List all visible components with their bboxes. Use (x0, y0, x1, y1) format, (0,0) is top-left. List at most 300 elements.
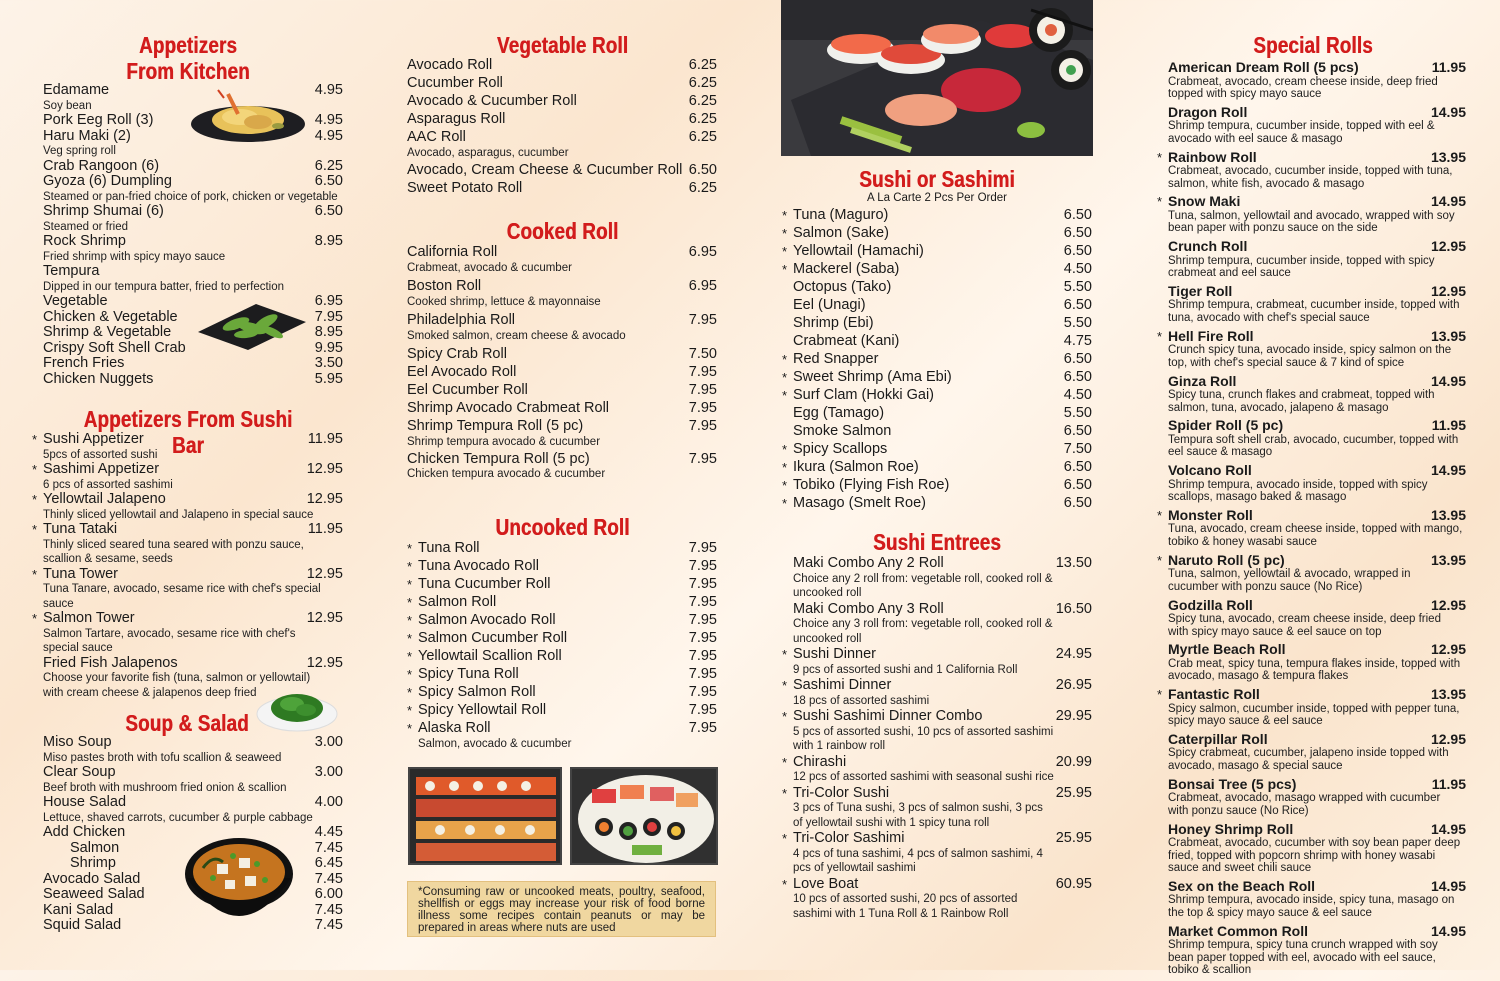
item-name: Tobiko (Flying Fish Roe) (793, 477, 950, 493)
raw-item-star-icon: * (32, 611, 38, 626)
item-price: 8.95 (314, 324, 343, 340)
menu-item (407, 313, 717, 343)
item-description: Choice any 3 roll from: vegetable roll, cooked roll & uncooked roll (793, 618, 1053, 645)
item-description: Spicy crabmeat, cucumber, jalapeno inside topped with avocado, masago & special sauce (1168, 747, 1449, 772)
menu-item (782, 495, 1092, 512)
item-description: 6 pcs of assorted sashimi (43, 478, 173, 491)
item-price: 7.95 (688, 450, 717, 467)
menu-item (782, 441, 1092, 458)
menu-item (407, 181, 717, 197)
item-price: 7.95 (688, 558, 717, 574)
item-description: Spicy tuna, avocado, cream cheese inside, deep fried with spicy mayo sauce & eel sauce on top (1168, 613, 1441, 638)
raw-item-star-icon: * (782, 754, 788, 770)
menu-item (793, 280, 1092, 296)
item-name: Shrimp Shumai (6) (43, 203, 164, 219)
item-name: Octopus (Tako) (793, 279, 892, 295)
item-name: Crab Rangoon (6) (43, 157, 160, 174)
vegetable-roll-list (407, 58, 717, 199)
raw-item-star-icon: * (782, 370, 788, 385)
menu-item (1157, 193, 1466, 235)
item-name: Squid Salad (43, 917, 122, 933)
item-price: 11.95 (1431, 417, 1466, 434)
item-name: Shrimp Tempura Roll (5 pc) (407, 418, 584, 434)
menu-item (43, 204, 343, 234)
item-name: Shrimp (70, 855, 116, 871)
menu-item (1157, 327, 1466, 370)
raw-item-star-icon: * (782, 460, 788, 475)
item-description: Spicy tuna, crunch flakes and crabmeat, topped with salmon, tuna, avocado, jalapeno & masago (1168, 389, 1435, 414)
item-name: Salmon Tower (43, 610, 135, 626)
vegetable-roll-title: Vegetable Roll (496, 32, 629, 58)
item-description: Salmon, avocado & cucumber (418, 737, 572, 750)
item-name: Spicy Tuna Roll (418, 666, 519, 682)
item-name: Volcano Roll (1168, 462, 1252, 479)
raw-item-star-icon: * (407, 613, 413, 628)
menu-item (793, 406, 1092, 422)
item-price: 20.99 (1055, 753, 1092, 770)
item-price: 6.50 (1063, 423, 1092, 439)
item-name: Mackerel (Saba) (793, 261, 900, 277)
item-description: Thinly sliced yellowtail and Jalapeno in special sauce (43, 508, 314, 521)
item-name: Edamame (43, 82, 110, 98)
menu-item (1157, 551, 1466, 594)
menu-item (1157, 148, 1466, 191)
sushi-entrees-title: Sushi Entrees (873, 529, 1001, 555)
item-price: 6.50 (1063, 477, 1092, 493)
item-name: Sweet Shrimp (Ama Ebi) (793, 369, 952, 385)
item-name: Tuna (Maguro) (793, 207, 889, 223)
item-name: Salmon (70, 839, 120, 856)
item-name: Alaska Roll (418, 720, 491, 736)
item-description: Veg spring roll (43, 145, 116, 157)
item-price: 6.50 (314, 173, 343, 189)
item-name: Rock Shrimp (43, 233, 126, 249)
item-name: Spicy Salmon Roll (418, 684, 536, 700)
item-price: 24.95 (1055, 646, 1092, 662)
item-name: Crunch Roll (1168, 238, 1248, 255)
item-price: 7.95 (688, 576, 717, 592)
sushi-sashimi-list (782, 207, 1092, 514)
raw-item-star-icon: * (32, 522, 38, 537)
item-description: 3 pcs of Tuna sushi, 3 pcs of salmon sushi, 3 pcs of yellowtail sushi with 1 spicy tuna roll (793, 802, 1043, 829)
item-name: Shrimp & Vegetable (43, 324, 172, 340)
item-price: 4.45 (314, 824, 343, 840)
menu-item (407, 419, 717, 449)
item-price: 6.50 (1063, 351, 1092, 367)
item-name: Hell Fire Roll (1168, 327, 1254, 344)
item-price: 7.95 (688, 666, 717, 682)
raw-item-star-icon: * (782, 876, 788, 892)
menu-item (43, 264, 343, 294)
item-description: Soy bean (43, 99, 92, 112)
menu-item (43, 735, 343, 765)
menu-item (407, 347, 717, 363)
item-name: Spicy Yellowtail Roll (418, 702, 547, 718)
menu-item (782, 784, 1092, 831)
item-name: Yellowtail Jalapeno (43, 491, 166, 507)
item-price: 4.50 (1063, 261, 1092, 277)
item-name: Chicken & Vegetable (43, 308, 178, 325)
item-price: 7.95 (688, 400, 717, 416)
item-price: 5.95 (314, 370, 343, 387)
item-name: Smoke Salmon (793, 423, 892, 439)
item-price: 7.95 (688, 418, 717, 434)
item-name: Sashimi Appetizer (43, 461, 160, 477)
menu-item (32, 565, 343, 612)
appetizers-sushi-bar-title: Appetizers From Sushi Bar (83, 406, 293, 458)
item-price: 12.95 (1430, 596, 1466, 613)
raw-item-star-icon: * (1157, 507, 1163, 523)
item-name: Eel Avocado Roll (407, 364, 517, 380)
menu-item (43, 83, 343, 113)
item-price: 6.50 (1063, 207, 1092, 223)
menu-item (407, 576, 717, 593)
special-rolls-list (1157, 59, 1466, 981)
menu-item (43, 113, 343, 129)
menu-item (407, 112, 717, 128)
menu-item (1168, 924, 1466, 977)
menu-item (32, 491, 343, 522)
item-name: Salmon (Sake) (793, 225, 889, 241)
item-name: House Salad (43, 794, 127, 810)
raw-item-star-icon: * (407, 721, 413, 736)
item-description: Choose your favorite fish (tuna, salmon or yellowtail) with cream cheese & jalapenos deep fried (43, 672, 311, 699)
menu-item (407, 365, 717, 381)
item-name: Kani Salad (43, 901, 114, 918)
sushi-rolls-photo-1 (408, 767, 562, 865)
item-price: 4.50 (1063, 387, 1092, 403)
item-price: 26.95 (1055, 677, 1092, 693)
item-description: Avocado, asparagus, cucumber (407, 146, 569, 159)
item-price: 14.95 (1430, 462, 1466, 479)
item-name: Rainbow Roll (1168, 148, 1257, 165)
item-price: 7.45 (314, 839, 343, 856)
raw-item-star-icon: * (782, 478, 788, 493)
raw-item-star-icon: * (1157, 687, 1163, 703)
raw-item-star-icon: * (782, 208, 788, 223)
raw-item-star-icon: * (407, 559, 413, 574)
item-name: Shrimp Avocado Crabmeat Roll (407, 400, 610, 416)
item-name: Crabmeat (Kani) (793, 333, 900, 349)
item-price: 12.95 (306, 491, 343, 507)
menu-item (782, 753, 1092, 785)
item-name: Avocado Salad (43, 870, 141, 887)
item-description: Cooked shrimp, lettuce & mayonnaise (407, 295, 601, 308)
menu-item (782, 369, 1092, 386)
item-description: 4 pcs of tuna sashimi, 4 pcs of salmon sashimi, 4 pcs of yellowtail sashimi (793, 847, 1043, 874)
item-name: Philadelphia Roll (407, 312, 516, 328)
appetizers-sushi-bar-list (32, 431, 343, 700)
item-name: California Roll (407, 244, 498, 260)
item-description: 5 pcs of assorted sushi, 10 pcs of assorted sashimi with 1 rainbow roll (793, 725, 1054, 752)
menu-item (407, 245, 717, 275)
uncooked-roll-list (407, 540, 717, 754)
item-price: 6.45 (314, 855, 343, 871)
item-price: 29.95 (1055, 708, 1092, 724)
raw-item-star-icon: * (32, 432, 38, 447)
menu-item (407, 540, 717, 557)
menu-item (32, 610, 343, 656)
item-description: Dipped in our tempura batter, fried to perfection (43, 280, 285, 293)
item-name: Godzilla Roll (1168, 596, 1253, 613)
item-price: 6.95 (688, 278, 717, 294)
menu-item (407, 702, 717, 719)
item-description: Crunch spicy tuna, avocado inside, spicy salmon on the top, with chef's special sauce & 7 kind of spice (1168, 344, 1452, 369)
item-price: 7.95 (688, 382, 717, 398)
menu-item (407, 279, 717, 309)
menu-item (793, 424, 1092, 440)
menu-item (32, 461, 343, 492)
item-description: Spicy salmon, cucumber inside, topped with pepper tuna, spicy mayo sauce & eel sauce (1168, 702, 1460, 728)
menu-item (407, 648, 717, 665)
menu-item (793, 298, 1092, 314)
raw-item-star-icon: * (782, 388, 788, 403)
menu-item (43, 234, 343, 264)
item-name: Bonsai Tree (5 pcs) (1168, 775, 1297, 792)
item-name: Fantastic Roll (1168, 686, 1260, 703)
item-name: Haru Maki (2) (43, 127, 131, 144)
item-name: Avocado Roll (407, 57, 493, 73)
item-description: Shrimp tempura avocado & cucumber (407, 435, 601, 448)
item-name: Yellowtail Scallion Roll (418, 648, 562, 664)
menu-item (407, 76, 717, 92)
item-name: Sashimi Dinner (793, 677, 892, 693)
menu-item (782, 351, 1092, 368)
item-description: Shrimp tempura, spicy tuna crunch wrapped with soy bean paper topped with eel, avocado with eel sauce, tobiko & scallion (1168, 939, 1438, 977)
item-description: Steamed or fried (43, 220, 129, 233)
item-description: Smoked salmon, cream cheese & avocado (407, 329, 626, 342)
item-description: Steamed or pan-fried choice of pork, chicken or vegetable (43, 190, 338, 203)
menu-item (782, 261, 1092, 278)
item-price: 6.25 (688, 129, 717, 145)
item-price: 7.95 (688, 684, 717, 700)
item-price: 7.95 (688, 630, 717, 646)
menu-item (407, 401, 717, 417)
item-price: 5.50 (1063, 279, 1092, 295)
item-name: Tempura (43, 263, 100, 279)
raw-item-star-icon: * (32, 462, 38, 477)
item-description: Crab meat, spicy tuna, tempura flakes inside, topped with avocado, masago & tempura flakes (1168, 657, 1461, 683)
menu-item (782, 387, 1092, 404)
raw-item-star-icon: * (782, 244, 788, 259)
appetizers-kitchen-title: Appetizers From Kitchen (126, 32, 250, 84)
menu-item (1157, 506, 1466, 549)
menu-item (782, 207, 1092, 224)
item-price: 13.95 (1430, 506, 1466, 523)
menu-item (782, 243, 1092, 260)
item-name: Tuna Cucumber Roll (418, 576, 551, 592)
menu-item (782, 646, 1092, 677)
item-price: 7.95 (688, 720, 717, 736)
item-name: Tuna Tower (43, 565, 118, 582)
item-description: Crabmeat, avocado, cucumber inside, topped with tuna, salmon, white fish, avocado & masago (1168, 165, 1453, 190)
item-name: Fried Fish Jalapenos (43, 654, 178, 671)
item-name: American Dream Roll (5 pcs) (1168, 59, 1359, 75)
item-name: Maki Combo Any 2 Roll (793, 555, 944, 571)
raw-item-star-icon: * (407, 649, 413, 664)
menu-item (793, 334, 1092, 350)
item-name: AAC Roll (407, 129, 466, 145)
item-description: Fried shrimp with spicy mayo sauce (43, 250, 226, 263)
menu-item (1168, 374, 1466, 415)
item-price: 6.50 (1063, 369, 1092, 385)
item-name: Chirashi (793, 753, 847, 770)
sushi-rolls-photo-2 (570, 767, 718, 865)
menu-item (407, 452, 717, 482)
item-name: Asparagus Roll (407, 111, 506, 127)
item-price: 7.50 (688, 346, 717, 362)
item-name: Sweet Potato Roll (407, 179, 523, 196)
item-price: 7.45 (314, 917, 343, 933)
raw-item-star-icon: * (782, 442, 788, 457)
item-price: 12.95 (306, 654, 343, 671)
item-description: Tempura soft shell crab, avocado, cucumber, topped with eel sauce & masago (1168, 433, 1459, 459)
item-price: 13.95 (1430, 551, 1466, 568)
menu-item (782, 677, 1092, 708)
menu-item (407, 666, 717, 683)
item-price: 4.95 (314, 112, 343, 128)
raw-item-star-icon: * (782, 262, 788, 277)
item-price: 6.50 (1063, 297, 1092, 313)
menu-item (793, 602, 1092, 647)
item-price: 13.95 (1430, 327, 1466, 344)
item-description: Shrimp tempura, cucumber inside, topped with spicy crabmeat and eel sauce (1168, 254, 1435, 280)
item-description: 10 pcs of assorted sushi, 20 pcs of assorted sashimi with 1 Tuna Roll & 1 Rainbow Roll (793, 893, 1018, 920)
item-price: 6.95 (688, 244, 717, 260)
menu-item (1168, 418, 1466, 459)
item-name: Yellowtail (Hamachi) (793, 243, 924, 259)
menu-item (782, 708, 1092, 754)
item-description: Chicken tempura avocado & cucumber (407, 468, 606, 480)
item-price: 12.95 (1430, 282, 1466, 299)
item-name: Honey Shrimp Roll (1168, 820, 1294, 837)
item-name: Dragon Roll (1168, 103, 1248, 120)
item-price: 14.95 (1430, 193, 1466, 210)
item-description: Tuna, avocado, cream cheese inside, topped with mango, tobiko & honey wasabi sauce (1168, 523, 1463, 548)
item-price: 6.50 (1063, 225, 1092, 241)
item-name: Avocado, Cream Cheese & Cucumber Roll (407, 161, 683, 178)
item-price: 7.95 (688, 648, 717, 664)
raw-item-star-icon: * (1157, 149, 1163, 165)
raw-item-star-icon: * (407, 703, 413, 718)
sushi-sashimi-subtitle: A La Carte 2 Pcs Per Order (867, 192, 1007, 204)
item-name: Sushi Sashimi Dinner Combo (793, 708, 983, 724)
item-name: Salmon Cucumber Roll (418, 630, 568, 646)
menu-item (407, 558, 717, 575)
item-price: 16.50 (1055, 600, 1092, 617)
menu-item (43, 795, 343, 825)
menu-item (407, 94, 717, 110)
menu-item (1168, 60, 1466, 101)
menu-item (793, 556, 1092, 601)
menu-item (793, 316, 1092, 332)
item-price: 4.75 (1063, 333, 1092, 349)
item-name: Eel Cucumber Roll (407, 382, 528, 398)
item-price: 14.95 (1430, 372, 1466, 389)
item-price: 6.25 (688, 93, 717, 109)
item-description: 12 pcs of assorted sashimi with seasonal sushi rice (793, 771, 1054, 783)
sushi-entrees-list (782, 555, 1092, 922)
item-price: 5.50 (1063, 405, 1092, 421)
item-name: Myrtle Beach Roll (1168, 641, 1286, 658)
item-price: 14.95 (1430, 103, 1466, 120)
item-price: 7.95 (688, 702, 717, 718)
cooked-roll-list (407, 245, 717, 484)
item-name: Market Common Roll (1168, 922, 1309, 939)
item-price: 7.95 (688, 364, 717, 380)
soup-salad-title: Soup & Salad (125, 710, 249, 736)
item-name: Sushi Appetizer (43, 431, 144, 447)
item-price: 13.50 (1055, 555, 1092, 571)
item-price: 14.95 (1430, 877, 1466, 894)
raw-item-star-icon: * (407, 685, 413, 700)
item-price: 6.50 (314, 203, 343, 219)
cooked-roll-title: Cooked Roll (506, 218, 619, 244)
menu-item (1168, 105, 1466, 146)
item-description: Shrimp tempura, avocado inside, spicy tuna, masago on the top & spicy mayo sauce & eel sauce (1168, 894, 1455, 919)
item-price: 4.95 (314, 127, 343, 144)
item-description: 18 pcs of assorted sashimi (793, 694, 930, 707)
miso-soup-photo (183, 834, 295, 930)
raw-item-star-icon: * (782, 352, 788, 367)
item-name: Gyoza (6) Dumpling (43, 173, 172, 189)
item-price: 11.95 (307, 431, 343, 447)
item-price: 7.95 (688, 612, 717, 628)
menu-item (407, 684, 717, 701)
item-price: 12.95 (306, 461, 343, 477)
raw-item-star-icon: * (1157, 194, 1163, 210)
menu-item (1168, 598, 1466, 639)
item-description: Salmon Tartare, avocado, sesame rice with chef's special sauce (43, 627, 296, 654)
item-price: 3.00 (314, 734, 343, 750)
menu-item (32, 521, 343, 567)
menu-item (32, 431, 343, 462)
item-price: 12.95 (1430, 641, 1466, 658)
item-description: Shrimp tempura, crabmeat, cucumber inside, topped with tuna, avocado with chef's special sauce (1168, 299, 1460, 324)
item-name: Crispy Soft Shell Crab (43, 339, 186, 356)
menu-item (782, 477, 1092, 494)
menu-item (782, 225, 1092, 242)
item-price: 7.95 (688, 540, 717, 556)
item-price: 13.95 (1430, 686, 1466, 703)
item-description: Tuna Tanare, avocado, sesame rice with chef's special sauce (43, 583, 321, 610)
menu-item (407, 163, 717, 179)
item-name: French Fries (43, 355, 125, 371)
item-price: 7.95 (688, 594, 717, 610)
item-description: Shrimp tempura, avocado inside, topped with spicy scallops, masago baked & masago (1168, 478, 1428, 504)
item-price: 6.25 (688, 179, 717, 196)
menu-item (1157, 686, 1466, 728)
item-price: 11.95 (1431, 59, 1466, 75)
sushi-sashimi-title: Sushi or Sashimi (859, 166, 1015, 192)
item-price: 6.50 (1063, 243, 1092, 259)
item-name: Miso Soup (43, 734, 112, 750)
item-description: Lettuce, shaved carrots, cucumber & purple cabbage (43, 811, 313, 824)
item-name: Surf Clam (Hokki Gai) (793, 387, 934, 403)
item-name: Tri-Color Sashimi (793, 830, 905, 846)
consumer-advisory-notice: *Consuming raw or uncooked meats, poultry, seafood, shellfish or eggs may increase your risk of food borne illness some recipes contain peanuts or may be prepared in areas where nuts are used (407, 881, 716, 937)
item-price: 14.95 (1430, 922, 1466, 939)
menu-item (1168, 879, 1466, 920)
raw-item-star-icon: * (407, 595, 413, 610)
item-name: Eel (Unagi) (793, 297, 866, 313)
item-description: Crabmeat, avocado, cucumber with soy bean paper deep fried, topped with popcorn shrimp with honey wasabi sauce and sweet chili sauce (1168, 837, 1461, 875)
item-price: 6.25 (688, 57, 717, 73)
raw-item-star-icon: * (407, 541, 413, 556)
item-name: Add Chicken (43, 824, 126, 840)
item-price: 7.45 (314, 870, 343, 887)
item-price: 7.45 (314, 901, 343, 918)
